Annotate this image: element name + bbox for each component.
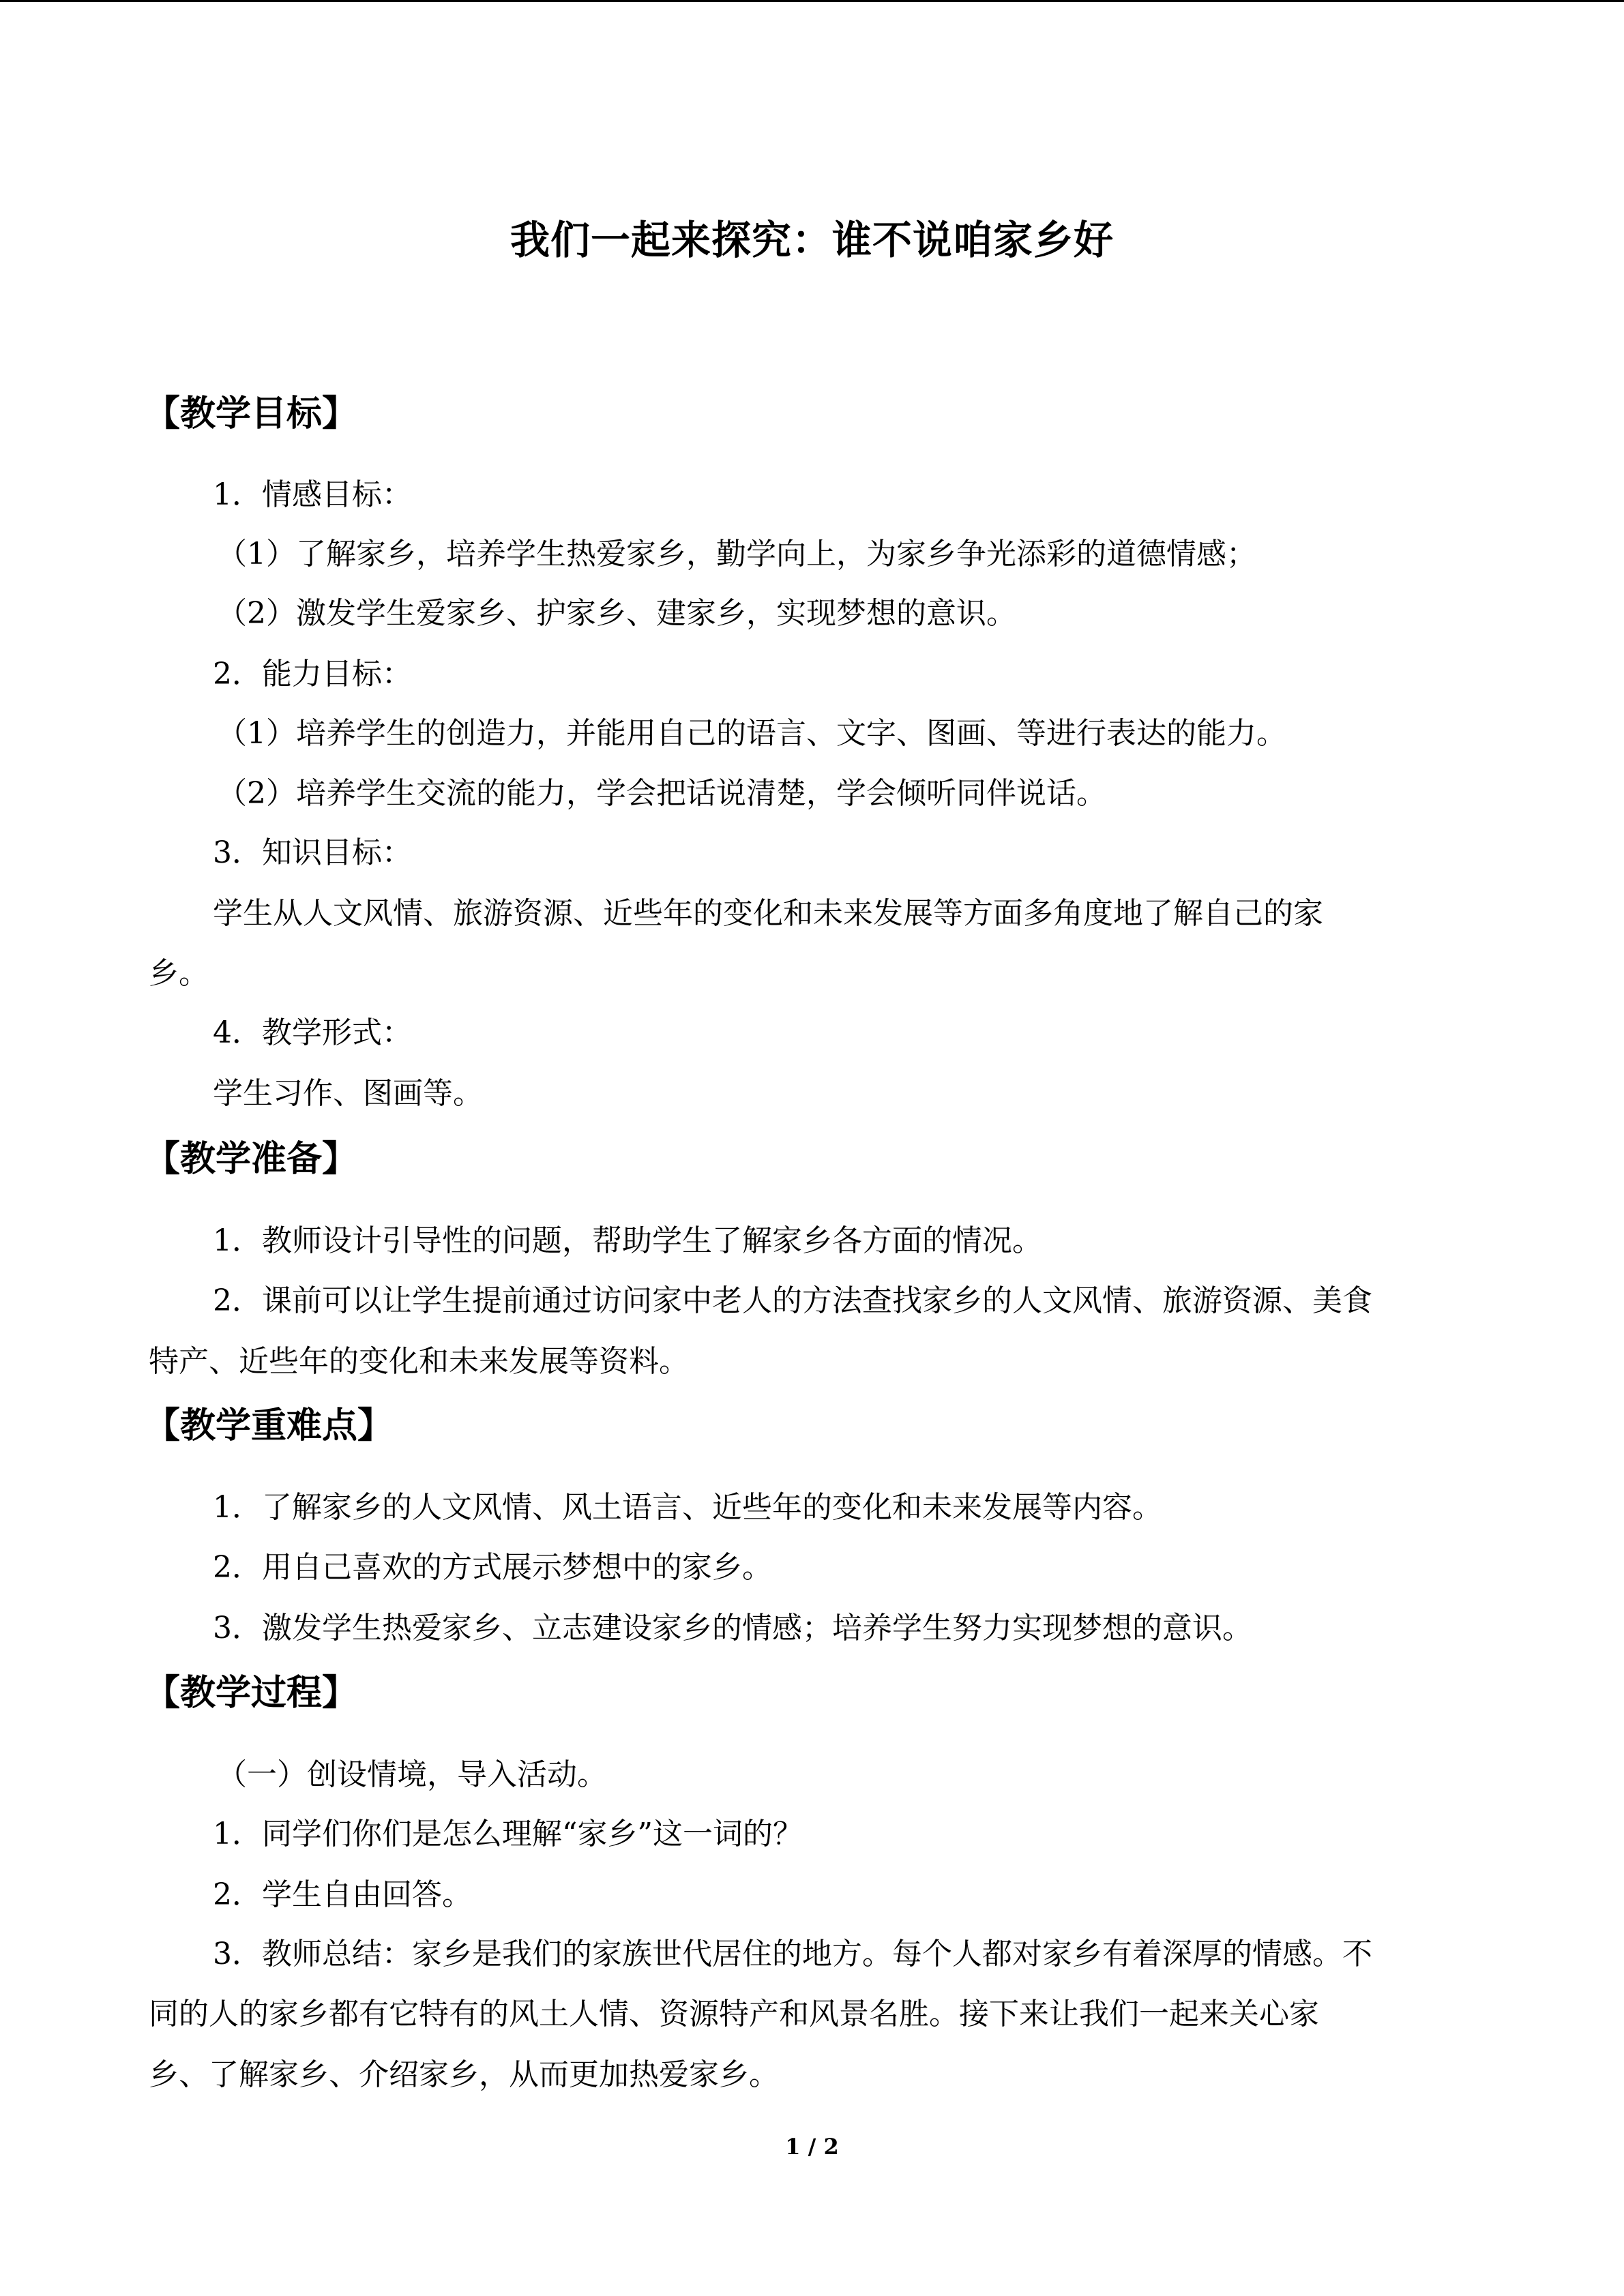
top-border-rule [0,0,1624,2]
process-line: 3．教师总结：家乡是我们的家族世代居住的地方。每个人都对家乡有着深厚的情感。不 [213,1937,1372,1971]
heading-process: 【教学过程】 [145,1673,358,1714]
heading-objectives: 【教学目标】 [145,393,358,434]
objectives-line: （2）激发学生爱家乡、护家乡、建家乡，实现梦想的意识。 [217,596,1016,631]
heading-preparation: 【教学准备】 [145,1139,358,1180]
objectives-line: 学生从人文风情、旅游资源、近些年的变化和未来发展等方面多角度地了解自己的家 [213,896,1323,931]
objectives-line: 3．知识目标： [213,835,412,870]
objectives-line: （1）培养学生的创造力，并能用自己的语言、文字、图画、等进行表达的能力。 [217,716,1286,751]
objectives-line: 2．能力目标： [213,657,412,691]
preparation-line: 特产、近些年的变化和未来发展等资料。 [149,1344,689,1379]
document-title: 我们一起来探究：谁不说咱家乡好 [510,217,1114,263]
process-line: 乡、了解家乡、介绍家乡，从而更加热爱家乡。 [149,2057,779,2092]
page-number: 1 / 2 [785,2134,839,2160]
key-points-line: 3．激发学生热爱家乡、立志建设家乡的情感；培养学生努力实现梦想的意识。 [213,1611,1252,1645]
process-line: 2．学生自由回答。 [213,1877,472,1912]
objectives-line: （1）了解家乡，培养学生热爱家乡，勤学向上，为家乡争光添彩的道德情感； [217,537,1256,571]
heading-key-points: 【教学重难点】 [145,1405,394,1446]
process-line: （一）创设情境，导入活动。 [217,1757,607,1792]
objectives-line: 1．情感目标： [213,477,412,512]
process-line: 同的人的家乡都有它特有的风土人情、资源特产和风景名胜。接下来让我们一起来关心家 [149,1997,1319,2031]
process-line: 1．同学们你们是怎么理解“家乡”这一词的？ [213,1817,803,1851]
preparation-line: 1．教师设计引导性的问题，帮助学生了解家乡各方面的情况。 [213,1223,1042,1258]
key-points-line: 2．用自己喜欢的方式展示梦想中的家乡。 [213,1550,772,1585]
objectives-line: 4．教学形式： [213,1015,412,1050]
objectives-line: 学生习作、图画等。 [213,1076,483,1111]
objectives-line: 乡。 [149,956,209,991]
objectives-line: （2）培养学生交流的能力，学会把话说清楚，学会倾听同伴说话。 [217,776,1106,811]
key-points-line: 1．了解家乡的人文风情、风土语言、近些年的变化和未来发展等内容。 [213,1490,1162,1525]
preparation-line: 2．课前可以让学生提前通过访问家中老人的方法查找家乡的人文风情、旅游资源、美食 [213,1283,1372,1318]
